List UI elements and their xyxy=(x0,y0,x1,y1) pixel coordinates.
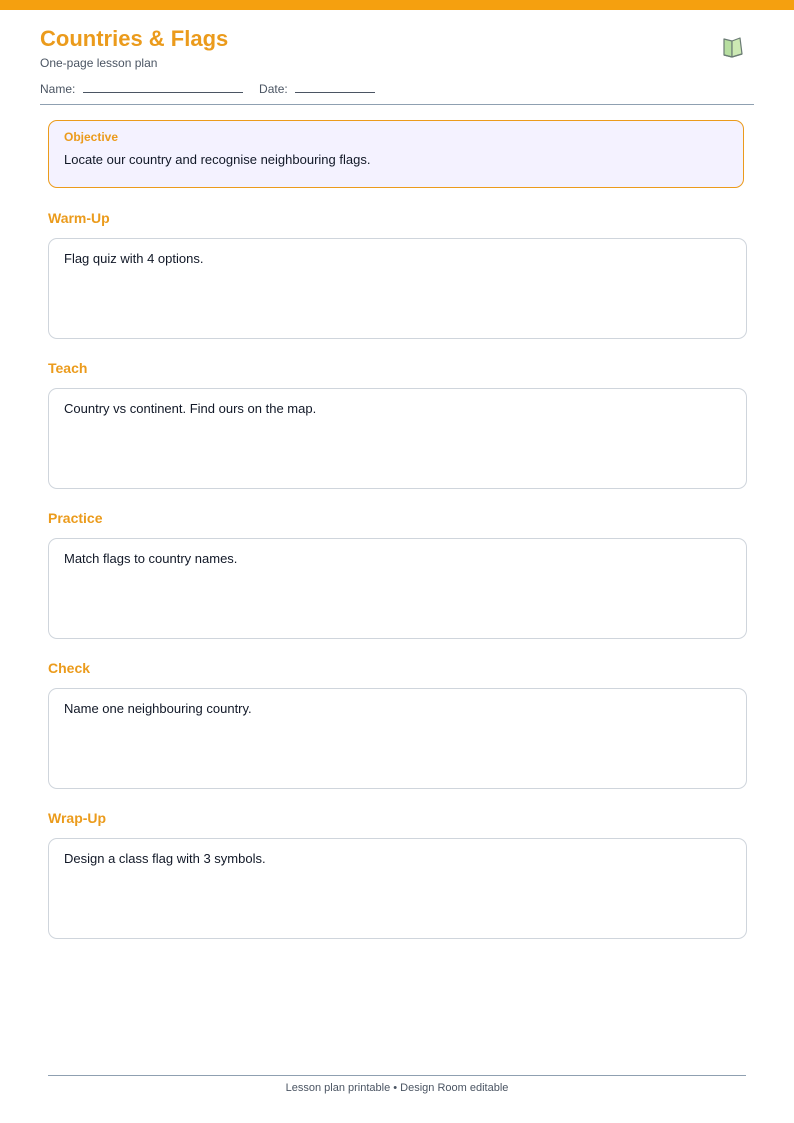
objective-label: Objective xyxy=(64,130,119,144)
section-box-warm-up[interactable] xyxy=(48,238,747,339)
page-title: Countries & Flags xyxy=(40,26,229,51)
book-icon xyxy=(721,35,745,59)
section-heading-teach: Teach xyxy=(48,360,88,376)
section-box-teach[interactable] xyxy=(48,388,747,489)
section-heading-practice: Practice xyxy=(48,510,103,526)
section-text-warm-up: Flag quiz with 4 options. xyxy=(64,251,204,266)
date-label: Date: xyxy=(259,82,288,96)
name-label: Name: xyxy=(40,82,76,96)
section-box-check[interactable] xyxy=(48,688,747,789)
header-divider xyxy=(40,104,754,105)
objective-box xyxy=(48,120,744,188)
section-text-wrap-up: Design a class flag with 3 symbols. xyxy=(64,851,266,866)
section-box-practice[interactable] xyxy=(48,538,747,639)
section-text-practice: Match flags to country names. xyxy=(64,551,238,566)
section-text-teach: Country vs continent. Find ours on the map. xyxy=(64,401,317,416)
footer-text: Lesson plan printable • Design Room editable xyxy=(285,1082,509,1094)
page-subtitle: One-page lesson plan xyxy=(40,56,158,70)
date-blank-line[interactable] xyxy=(295,82,375,93)
footer-divider xyxy=(48,1075,746,1076)
section-text-check: Name one neighbouring country. xyxy=(64,701,252,716)
section-heading-check: Check xyxy=(48,660,91,676)
objective-text: Locate our country and recognise neighbouring flags. xyxy=(64,152,371,167)
section-heading-warm-up: Warm-Up xyxy=(48,210,110,226)
section-heading-wrap-up: Wrap-Up xyxy=(48,810,107,826)
name-date-fields xyxy=(40,82,375,96)
top-accent-bar xyxy=(0,0,794,10)
section-box-wrap-up[interactable] xyxy=(48,838,747,939)
name-blank-line[interactable] xyxy=(83,82,243,93)
